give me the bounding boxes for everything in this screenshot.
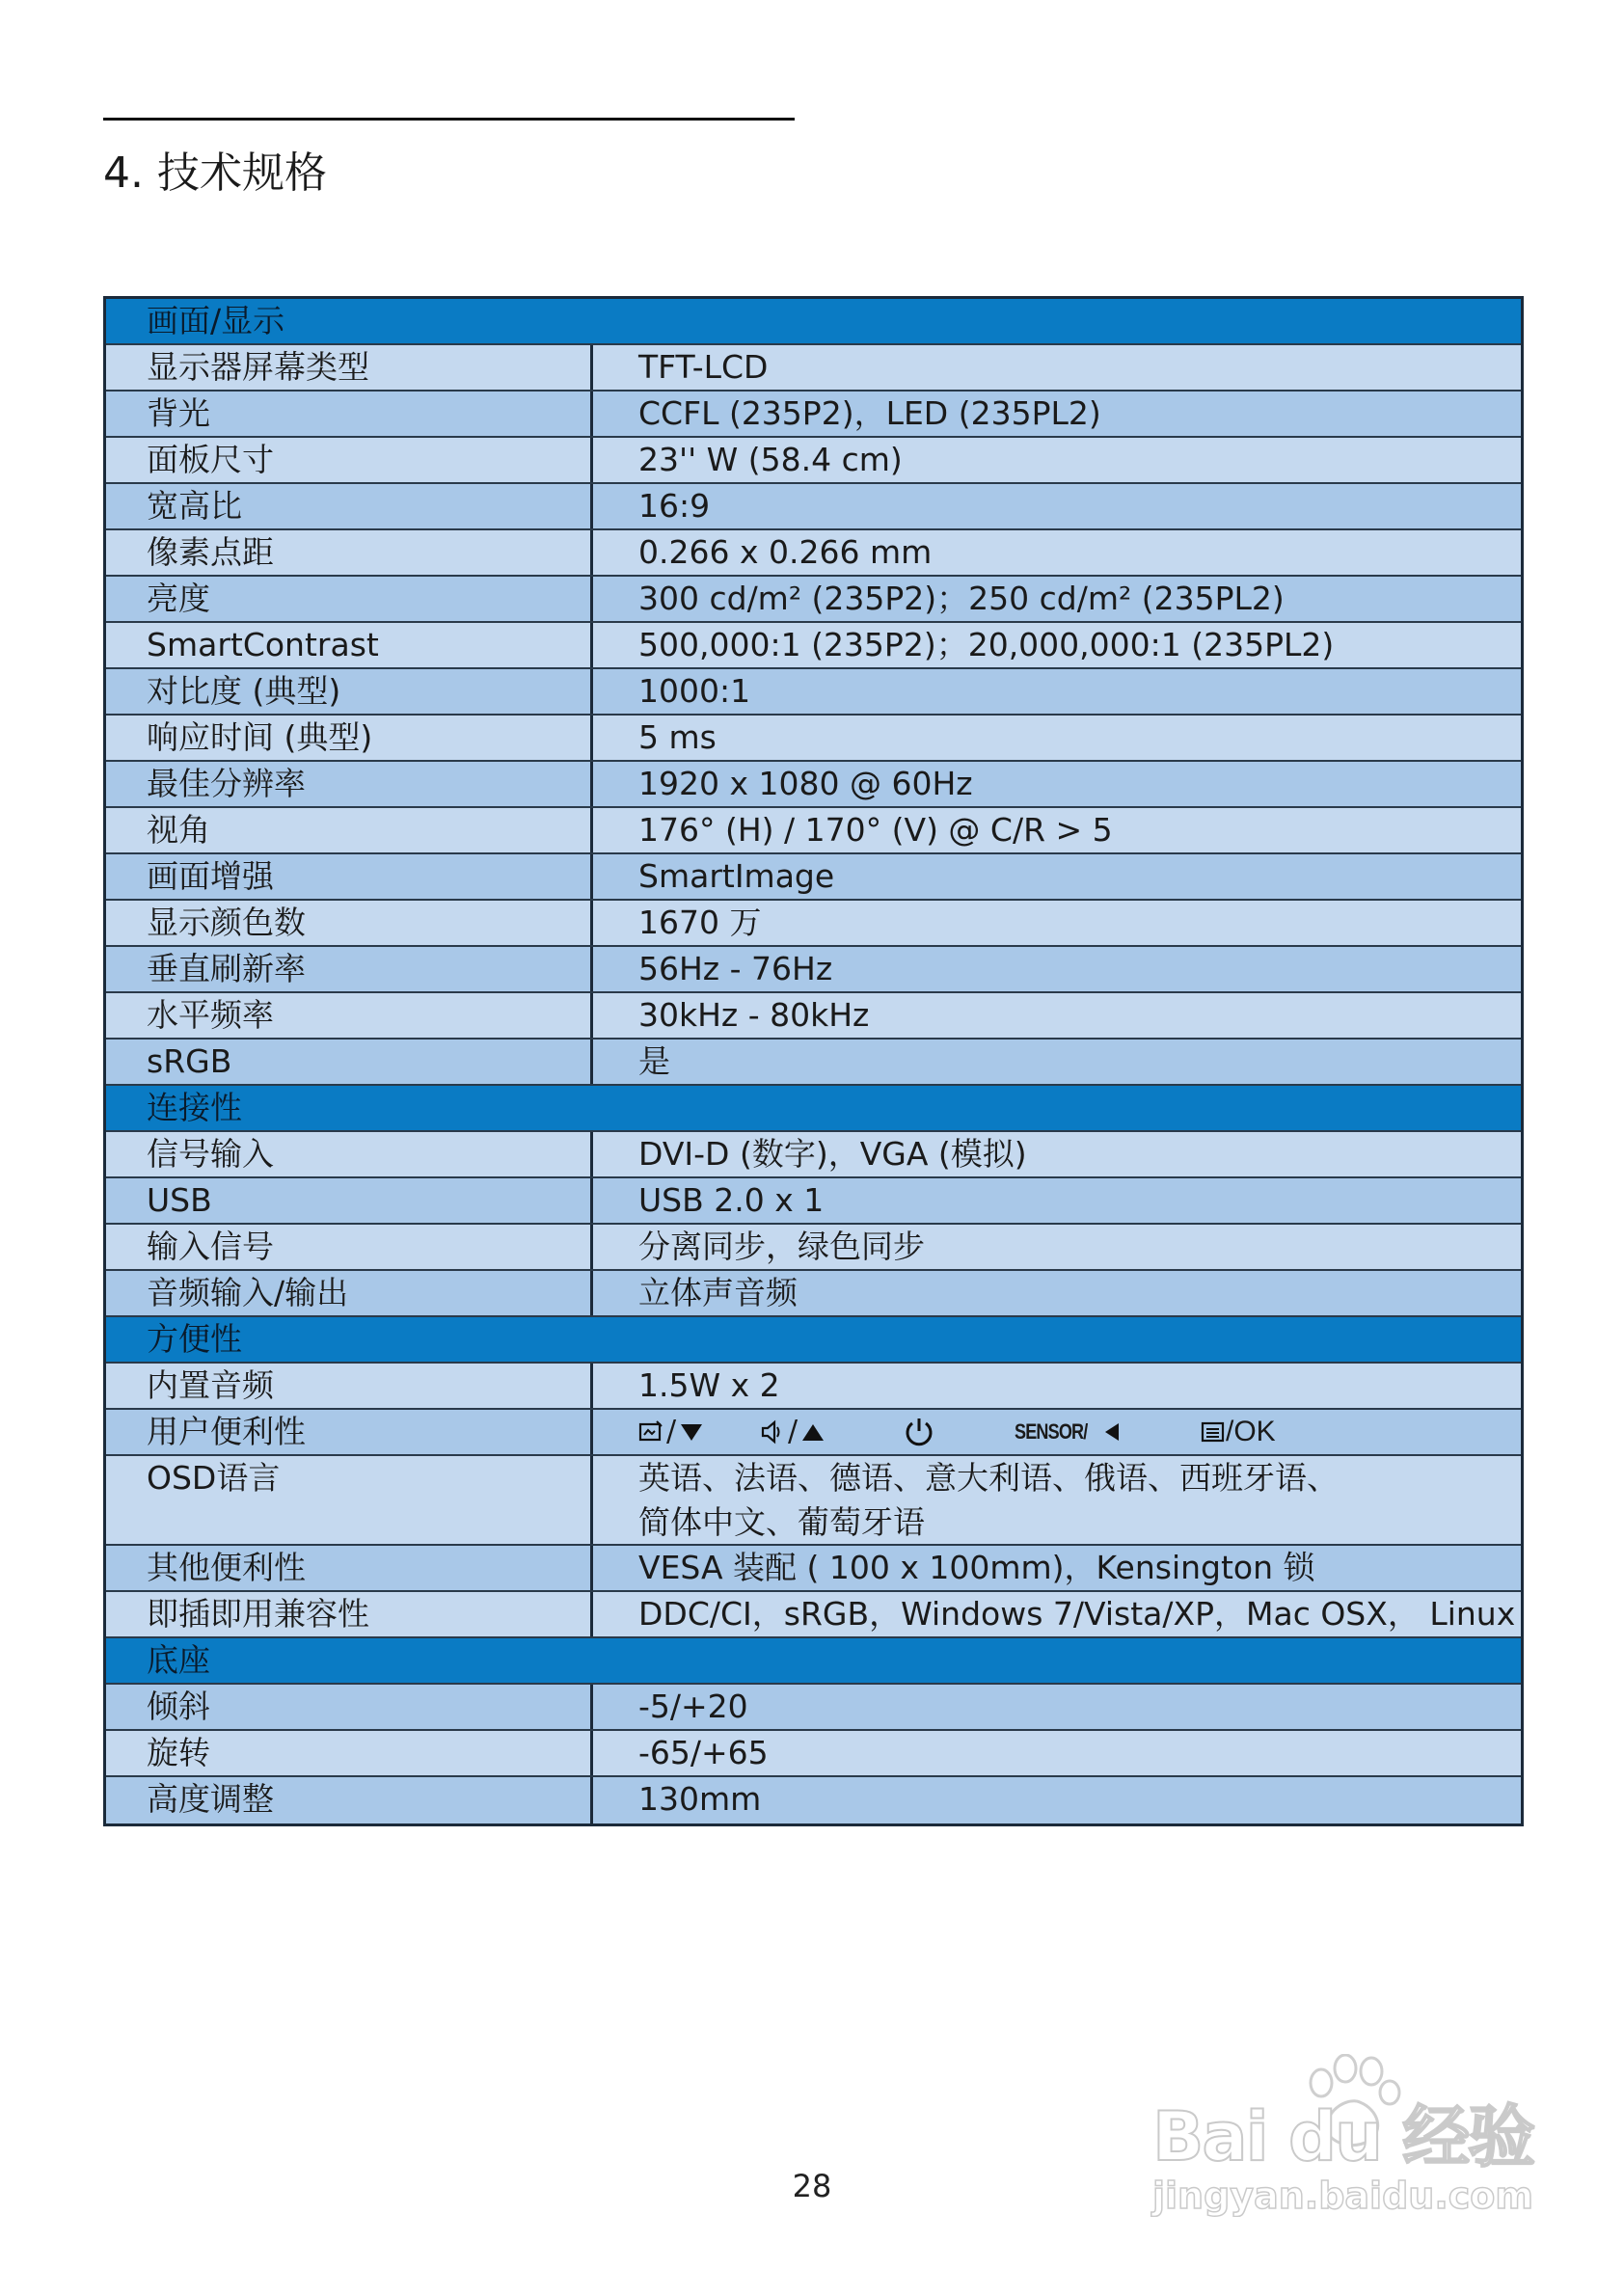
table-row — [106, 669, 1521, 716]
spec-value: 16:9 — [638, 487, 711, 525]
spec-label: 显示颜色数 — [106, 901, 593, 945]
section-header-label: 连接性 — [147, 1089, 242, 1126]
table-row — [106, 1271, 1521, 1317]
table-row — [106, 1040, 1521, 1086]
table-row — [106, 762, 1521, 808]
spec-value: 0.266 x 0.266 mm — [638, 533, 933, 571]
spec-label: 即插即用兼容性 — [106, 1592, 593, 1636]
spec-value: 1920 x 1080 @ 60Hz — [638, 765, 973, 802]
table-row — [106, 1777, 1521, 1823]
spec-value-line: 简体中文、葡萄牙语 — [638, 1503, 925, 1541]
top-rule — [103, 118, 795, 121]
spec-label: 背光 — [106, 392, 593, 436]
spec-value: 500,000:1 (235P2)；20,000,000:1 (235PL2) — [638, 626, 1335, 663]
spec-value: 56Hz - 76Hz — [638, 950, 833, 987]
spec-label: 信号输入 — [106, 1132, 593, 1176]
spec-label: 垂直刷新率 — [106, 947, 593, 991]
table-row — [106, 854, 1521, 901]
spec-label: 响应时间 (典型) — [106, 716, 593, 760]
spec-value: TFT-LCD — [638, 348, 769, 386]
osd-control: / — [760, 1410, 903, 1454]
section-header-label: 画面/显示 — [147, 302, 285, 339]
spec-value — [593, 1410, 1521, 1454]
table-row — [106, 1410, 1521, 1456]
table-row — [106, 577, 1521, 623]
spec-label: 视角 — [106, 808, 593, 852]
spec-label: 音频输入/输出 — [106, 1271, 593, 1315]
spec-value — [593, 1456, 1521, 1544]
spec-value: CCFL (235P2)，LED (235PL2) — [638, 394, 1101, 432]
spec-label: 画面增强 — [106, 854, 593, 899]
section-header-label: 方便性 — [147, 1320, 242, 1358]
spec-value: 1000:1 — [638, 672, 751, 710]
spec-label: 高度调整 — [106, 1777, 593, 1823]
spec-label: SmartContrast — [106, 623, 593, 667]
smartimage-icon — [638, 1419, 663, 1445]
spec-label: 内置音频 — [106, 1364, 593, 1408]
table-row — [106, 530, 1521, 577]
spec-value: 1.5W x 2 — [638, 1366, 780, 1404]
section-header — [106, 299, 1521, 345]
table-row — [106, 1731, 1521, 1777]
table-row — [106, 484, 1521, 530]
page-number: 28 — [792, 2168, 832, 2204]
watermark-url: jingyan.baidu.com — [1152, 2174, 1533, 2217]
spec-value: 5 ms — [638, 718, 717, 756]
section-header — [106, 1317, 1521, 1364]
spec-label: 最佳分辨率 — [106, 762, 593, 806]
table-row — [106, 1225, 1521, 1271]
sensor-icon: SENSOR/ — [1015, 1419, 1088, 1444]
table-row — [106, 1456, 1521, 1546]
osd-controls — [638, 1410, 1521, 1454]
spec-value: DVI-D (数字)，VGA (模拟) — [638, 1135, 1027, 1173]
spec-label: 旋转 — [106, 1731, 593, 1775]
section-header-label: 底座 — [147, 1641, 210, 1679]
osd-control — [1015, 1410, 1201, 1454]
section-title: 4. 技术规格 — [103, 149, 327, 198]
osd-control — [1201, 1410, 1276, 1454]
spec-label: 水平频率 — [106, 993, 593, 1038]
osd-control: / — [638, 1410, 760, 1454]
spec-value: SmartImage — [638, 857, 835, 895]
spec-label: 面板尺寸 — [106, 438, 593, 482]
spec-label: OSD语言 — [106, 1456, 593, 1544]
spec-value: 23'' W (58.4 cm) — [638, 441, 903, 478]
spec-value: DDC/CI，sRGB，Windows 7/Vista/XP，Mac OSX， Linux — [638, 1595, 1516, 1633]
osd-control — [903, 1416, 1015, 1448]
down-triangle-icon — [679, 1421, 704, 1443]
spec-value: VESA 装配 ( 100 x 100mm)，Kensington 锁 — [638, 1549, 1315, 1586]
table-row — [106, 623, 1521, 669]
table-row — [106, 947, 1521, 993]
table-row — [106, 1685, 1521, 1731]
table-row — [106, 808, 1521, 854]
table-row — [106, 1132, 1521, 1178]
table-row — [106, 1364, 1521, 1410]
spec-value: -5/+20 — [638, 1688, 748, 1725]
watermark — [1152, 2054, 1538, 2237]
table-row — [106, 1178, 1521, 1225]
up-triangle-icon — [800, 1421, 826, 1443]
spec-label: 用户便利性 — [106, 1410, 593, 1454]
table-row — [106, 1592, 1521, 1638]
spec-value-line: 英语、法语、德语、意大利语、俄语、西班牙语、 — [638, 1459, 1339, 1497]
table-row — [106, 901, 1521, 947]
spec-value: 130mm — [638, 1780, 762, 1818]
spec-label: 显示器屏幕类型 — [106, 345, 593, 390]
spec-value: 176° (H) / 170° (V) @ C/R > 5 — [638, 811, 1113, 849]
watermark-brand: Bai du 经验 — [1152, 2097, 1534, 2176]
section-header — [106, 1086, 1521, 1132]
spec-label: sRGB — [106, 1040, 593, 1084]
spec-value: -65/+65 — [638, 1734, 769, 1771]
spec-label: 输入信号 — [106, 1225, 593, 1269]
table-row — [106, 716, 1521, 762]
spec-label: 对比度 (典型) — [106, 669, 593, 714]
menu-icon — [1201, 1420, 1226, 1444]
spec-value: 1670 万 — [638, 904, 762, 941]
section-header — [106, 1638, 1521, 1685]
spec-value: 是 — [638, 1042, 670, 1080]
spec-value: 立体声音频 — [638, 1274, 798, 1311]
spec-label: 其他便利性 — [106, 1546, 593, 1590]
spec-label: 亮度 — [106, 577, 593, 621]
spec-label: 宽高比 — [106, 484, 593, 528]
power-icon — [903, 1416, 935, 1448]
table-row — [106, 345, 1521, 392]
table-row — [106, 438, 1521, 484]
spec-value: USB 2.0 x 1 — [638, 1181, 825, 1219]
spec-value: 300 cd/m² (235P2)；250 cd/m² (235PL2) — [638, 580, 1285, 617]
table-row — [106, 1546, 1521, 1592]
speaker-icon — [760, 1419, 785, 1445]
spec-value: 分离同步，绿色同步 — [638, 1228, 925, 1265]
spec-label: 倾斜 — [106, 1685, 593, 1729]
table-row — [106, 993, 1521, 1040]
spec-table — [103, 296, 1524, 1826]
spec-label: USB — [106, 1178, 593, 1223]
spec-value: 30kHz - 80kHz — [638, 996, 870, 1034]
left-triangle-icon — [1103, 1421, 1121, 1443]
spec-label: 像素点距 — [106, 530, 593, 575]
ok-label: /OK — [1226, 1416, 1276, 1447]
table-row — [106, 392, 1521, 438]
